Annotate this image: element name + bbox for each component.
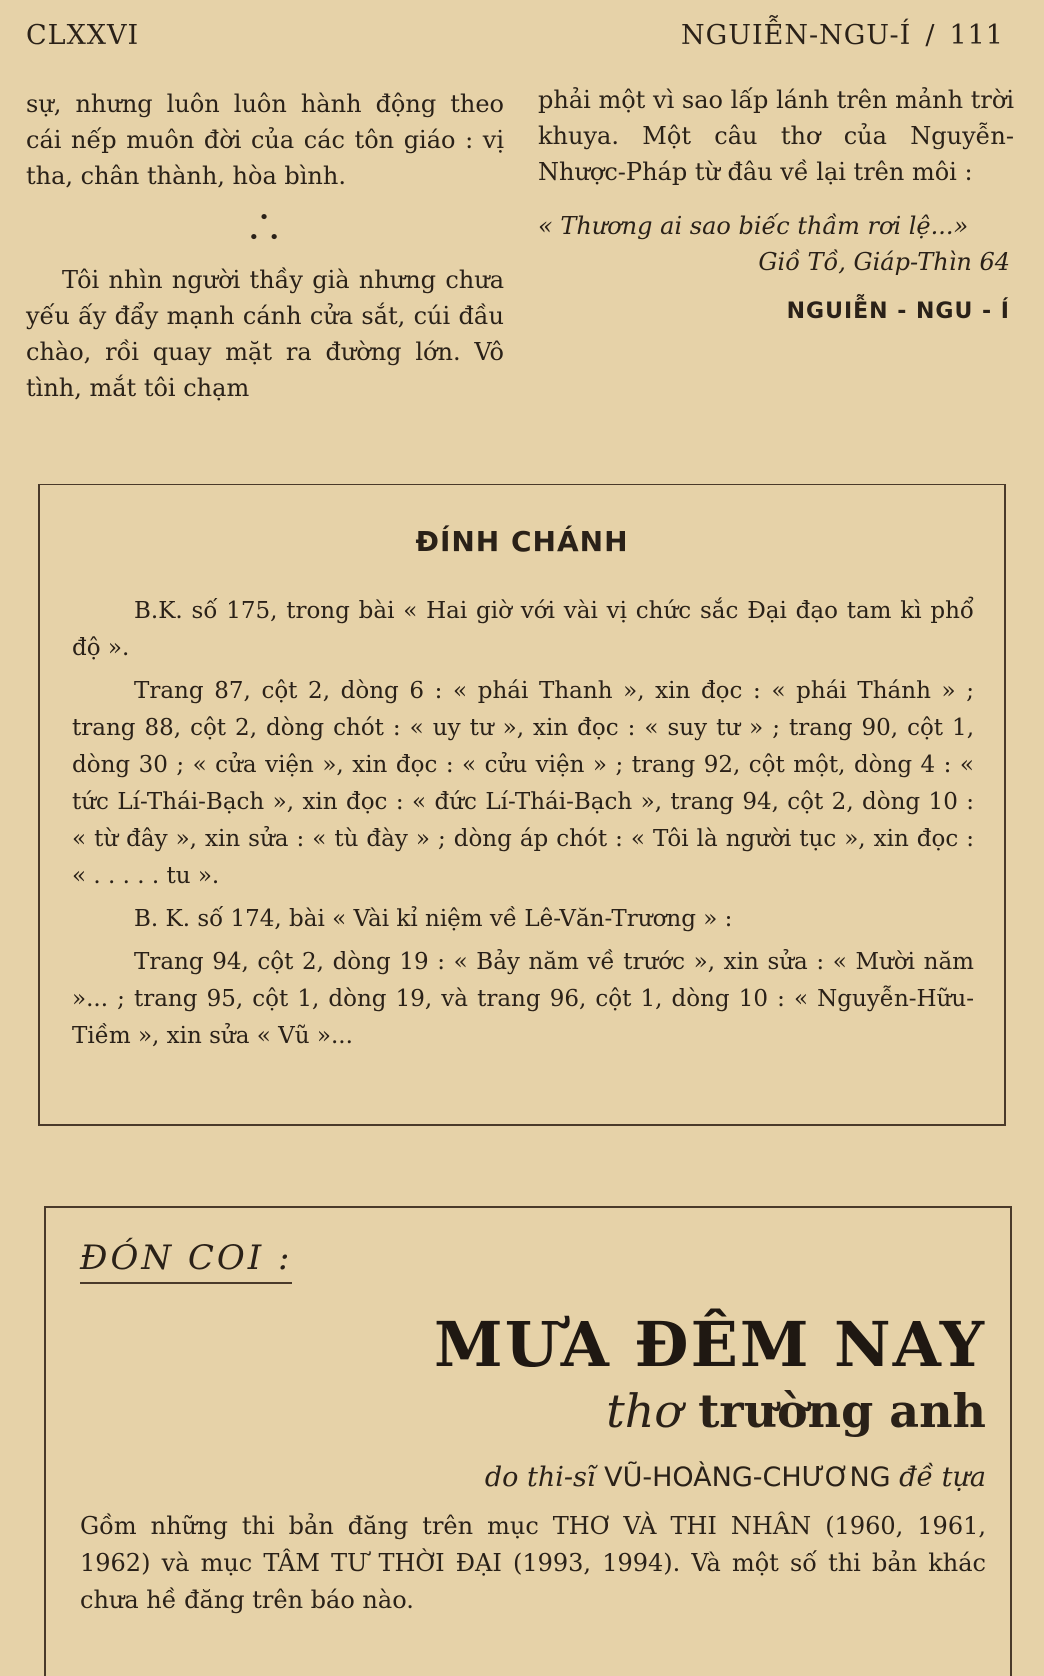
announcement-box <box>44 1206 1012 1676</box>
section-number: CLXXVI <box>26 20 140 51</box>
subtitle-text: trường anh <box>698 1384 986 1438</box>
page-header <box>26 14 1004 54</box>
errata-corrections-174: Trang 94, cột 2, dòng 19 : « Bảy năm về trước », xin sửa : « Mười năm »... ; trang 95, cột 1, dòng 19, và trang 96, cột 1, dòng 10 : « Nguyễn-Hữu-Tiềm », xin sửa « Vũ »... <box>72 949 974 1049</box>
book-description: Gồm những thi bản đăng trên mục THƠ VÀ THI NHÂN (1960, 1961, 1962) và mục TÂM TƯ THỜI ĐẠI (1993, 1994). Và một số thi bản khác chưa hề đăng trên báo nào. <box>80 1512 986 1614</box>
errata-corrections-175: Trang 87, cột 2, dòng 6 : « phái Thanh », xin đọc : « phái Thánh » ; trang 88, cột 2, dòng chót : « uy tư », xin đọc : « suy tư » ; trang 90, cột 1, dòng 30 ; « cửa viện », xin đọc : « cửu viện » ; trang 92, cột một, dòng 4 : « tức Lí-Thái-Bạch », xin đọc : « đức Lí-Thái-Bạch », trang 94, cột 2, dòng 10 : « từ đây », xin sửa : « tù đày » ; dòng áp chót : « Tôi là người tục », xin đọc : « . . . . . tu ». <box>72 678 974 889</box>
preface-prefix: do thi-sĩ <box>484 1462 596 1493</box>
section-divider-stars: • • • <box>248 207 282 248</box>
article-author: NGUIỄN - NGU - Í <box>786 299 1010 324</box>
header-separator: / <box>925 20 936 51</box>
preface-suffix: đề tựa <box>899 1462 986 1493</box>
errata-issue-174: B. K. số 174, bài « Vài kỉ niệm về Lê-Văn-Trương » : <box>134 906 733 932</box>
errata-title: ĐÍNH CHÁNH <box>415 525 629 558</box>
paragraph-continued: sự, nhưng luôn luôn hành động theo cái nếp muôn đời của các tôn giáo : vị tha, chân thành, hòa bình. <box>26 90 504 190</box>
place-date: Giồ Tồ, Giáp-Thìn 64 <box>758 248 1010 276</box>
right-column <box>538 82 1014 330</box>
paragraph-closing: Tôi nhìn người thầy già nhưng chưa yếu ấy đẩy mạnh cánh cửa sắt, cúi đầu chào, rồi quay mặt ra đường lớn. Vô tình, mắt tôi chạm <box>26 266 504 402</box>
errata-box <box>38 484 1006 1126</box>
announcement-label: ĐÓN COI : <box>80 1238 292 1284</box>
poem-quote: « Thương ai sao biếc thầm rơi lệ...» <box>538 212 969 240</box>
running-head <box>681 20 1004 51</box>
author-running-head: NGUIỄN-NGU-Í <box>681 20 912 51</box>
page-number: 111 <box>949 20 1004 51</box>
errata-issue-175: B.K. số 175, trong bài « Hai giờ với vài vị chức sắc Đại đạo tam kì phổ độ ». <box>72 598 974 661</box>
subtitle-italic: thơ <box>606 1384 683 1438</box>
errata-body <box>72 593 974 1055</box>
paragraph-continued-right: phải một vì sao lấp lánh trên mảnh trời khuya. Một câu thơ của Nguyễn-Nhược-Pháp từ đâu về lại trên môi : <box>538 86 1014 186</box>
left-column <box>26 86 504 406</box>
preface-name: VŨ-HOÀNG-CHƯƠNG <box>604 1462 891 1493</box>
book-subtitle <box>606 1384 986 1438</box>
book-title: MƯA ĐÊM NAY <box>434 1308 986 1381</box>
preface-credit <box>485 1462 986 1493</box>
